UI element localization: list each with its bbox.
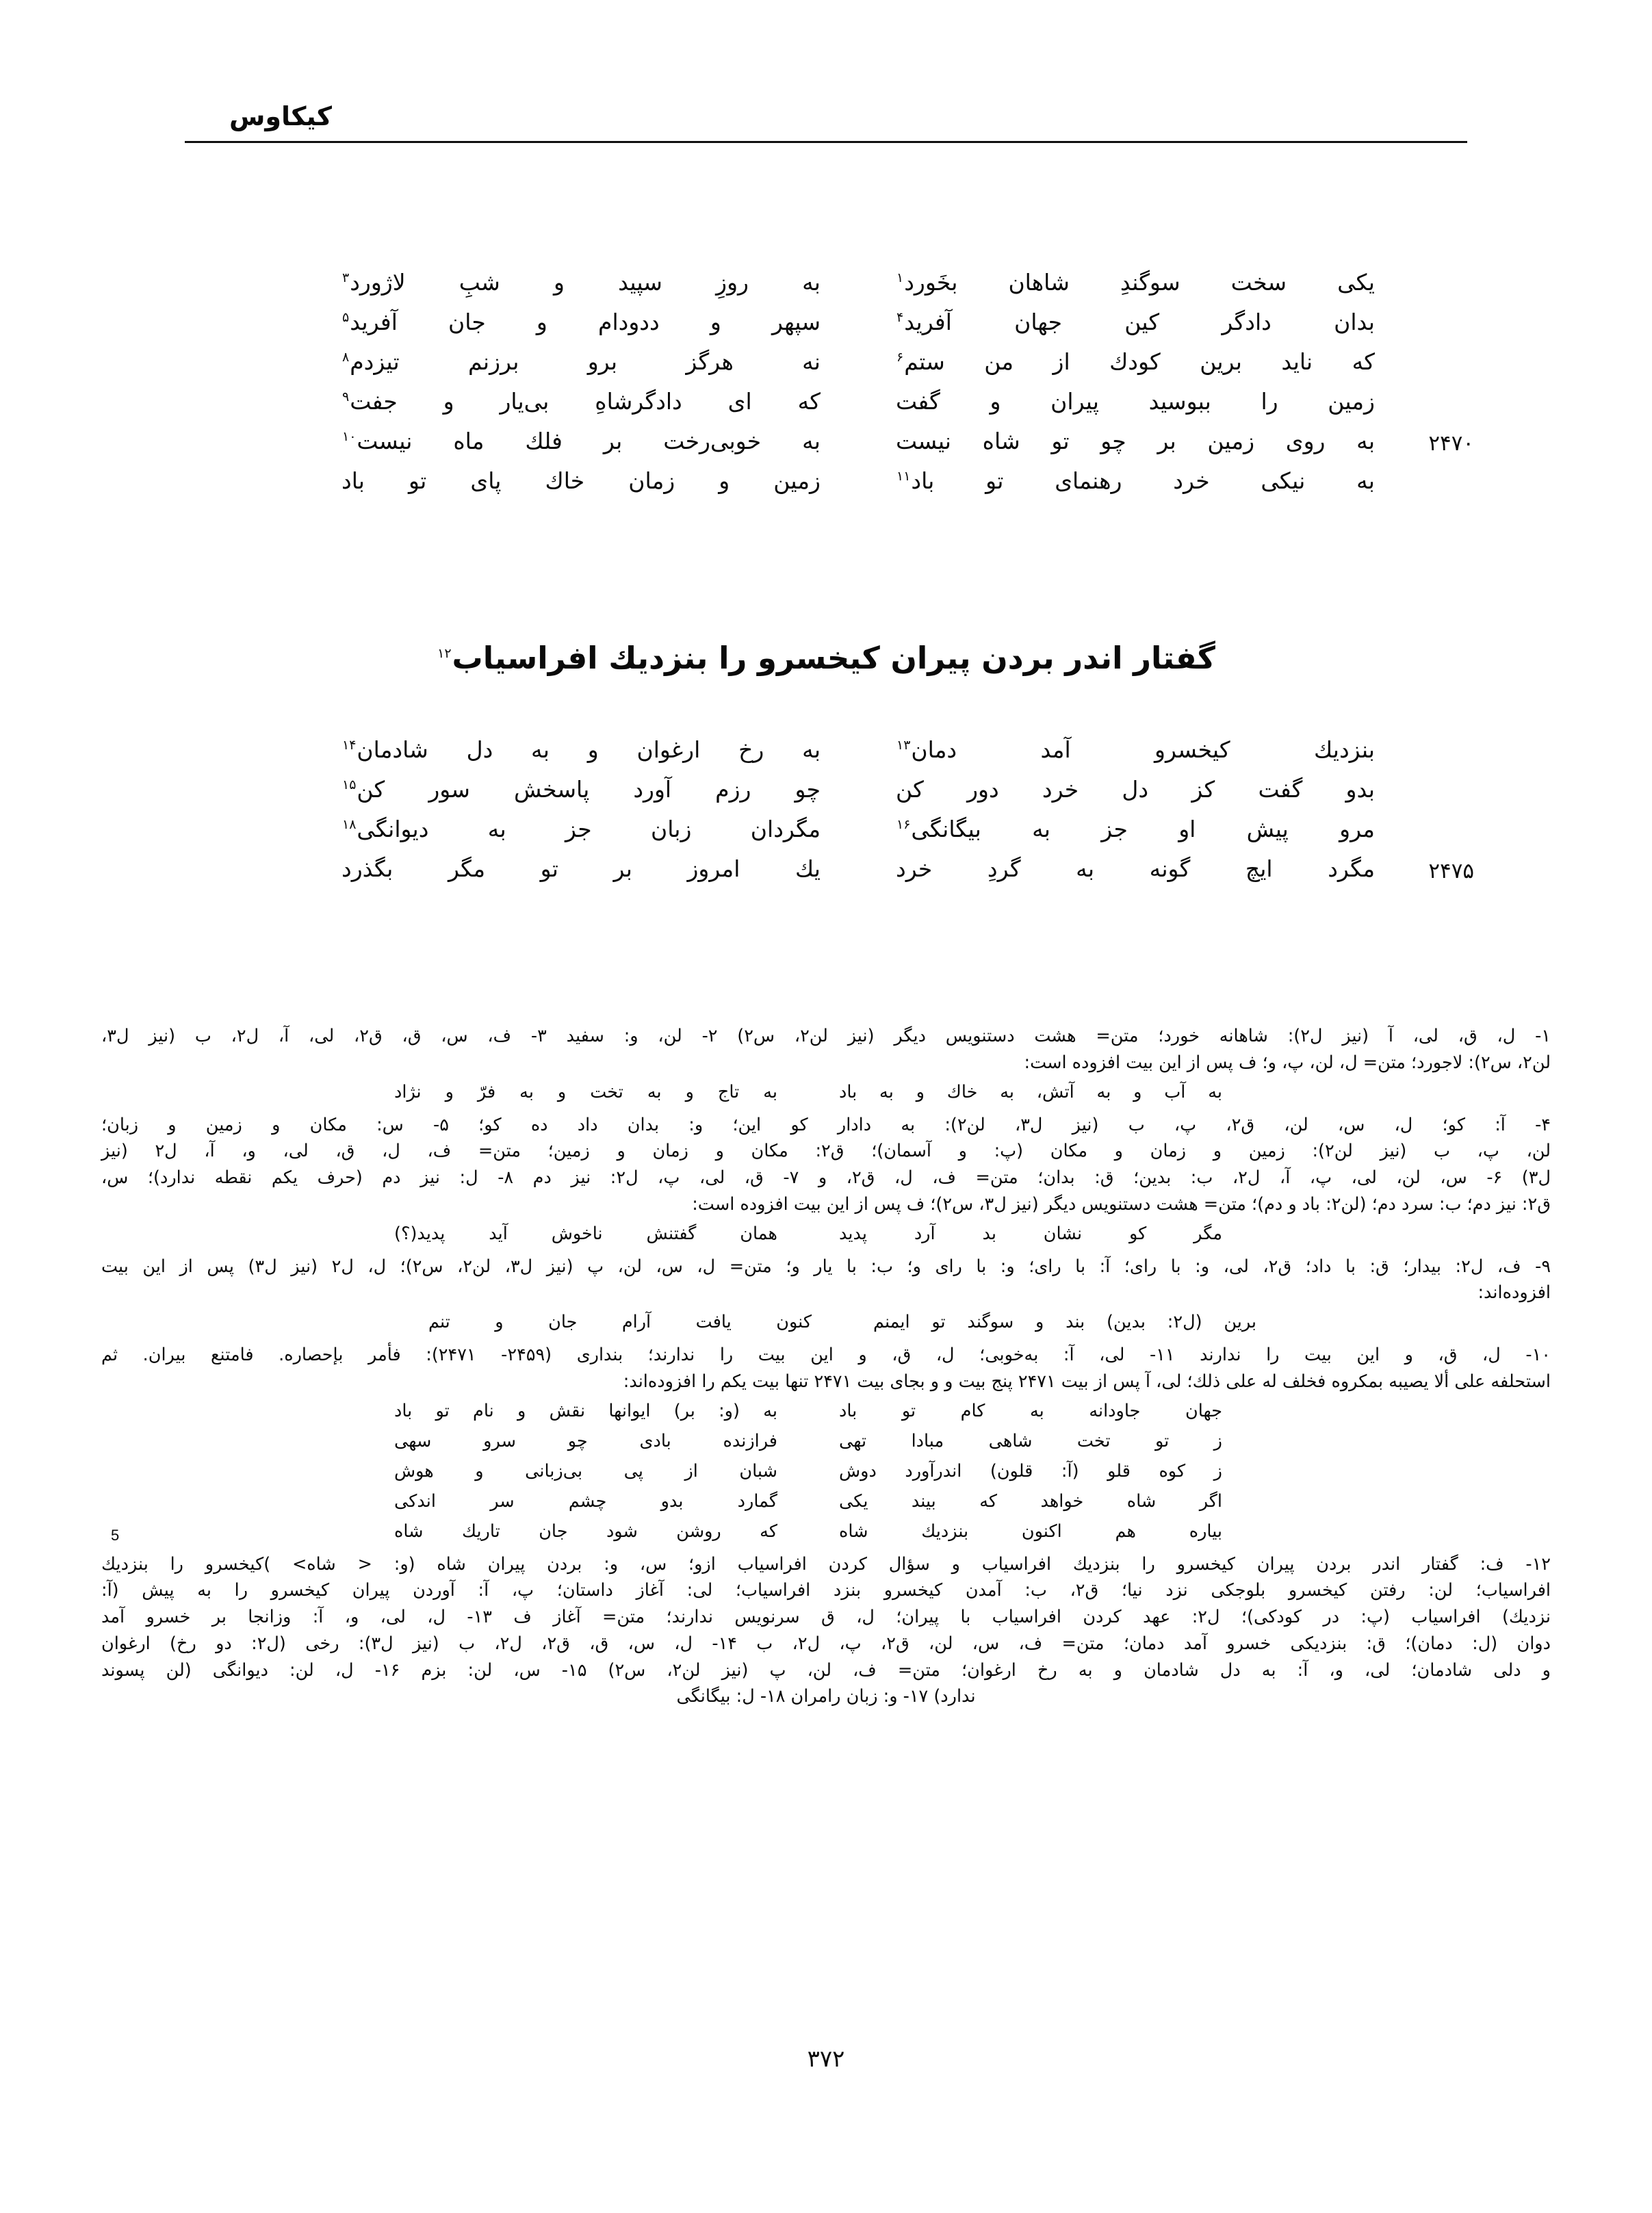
apparatus-line: افزوده‌اند:	[1477, 1282, 1551, 1304]
inserted-verse-note-8	[101, 1221, 1551, 1251]
note-ref: ۱۱	[896, 469, 911, 484]
apparatus-line-marker: 5	[111, 1527, 120, 1544]
hemistich-first	[896, 467, 1375, 495]
verse-block-first	[185, 268, 1474, 506]
note-ref: ۹	[342, 389, 350, 404]
app-hemistich-second: همان گفتنش ناخوش آید پدید(؟)	[394, 1223, 777, 1244]
bayt-number: ۲۴۷۵	[1428, 859, 1474, 883]
app-bayt-row	[101, 1309, 1551, 1339]
app-hemistich-first: اگر شاه خواهد که بیند یکی	[839, 1490, 1222, 1512]
note-ref: ۱	[896, 270, 904, 285]
hemistich-first	[896, 815, 1375, 843]
apparatus-line: لن، پ، ب (نیز لن۲): زمین و زمان و مکان (پ: و آسمان)؛ ق۲: مکان و زمان و زمین؛ متن= ف، ل، ق، لی، و، آ، ل۲ (نیز	[101, 1141, 1551, 1162]
section-heading	[185, 640, 1467, 676]
apparatus-line: نزدیك) افراسیاب (پ: در کودکی)؛ ل۲: عهد کردن افراسیاب با پیران؛ ل، ق سرنویس ندارند؛ متن= آغاز ف ۱۳- ل، لی، و، آ: وزانجا بر خسرو آمد	[101, 1607, 1551, 1627]
hemistich-first	[896, 736, 1375, 764]
apparatus-line: استحلفه علی ألا یصیبه بمکروه فخلف له علی ذلك؛ لی، آ پس از بیت ۲۴۷۱ پنج بیت و و بجای بیت ۲۴۷۱ تنها بیت یکم را افزوده‌اند:	[623, 1371, 1551, 1392]
app-hemistich-second: کنون یافت آرام جان و تنم	[428, 1312, 812, 1332]
bayt-row	[185, 855, 1474, 894]
page-number: ۳۷۲	[807, 2045, 845, 2073]
bayt-row	[185, 467, 1467, 506]
apparatus-line: ۱۲- ف: گفتار اندر بردن پیران کیخسرو را بنزدیك افراسیاب و سؤال کردن افراسیاب ازو؛ س، و: بردن پیران شاه (و: < شاه> )کیخسرو را بنزدیك	[101, 1553, 1551, 1575]
apparatus-line: ۴- آ: کو؛ ل، س، لن، ق۲، پ، ب (نیز ل۳، لن۲): به دادار کو این؛ و: بدان داد ده کو؛ ۵- س: مکان و زمین و زبان؛	[101, 1114, 1551, 1135]
app-hemistich-first: به آب و به آتش، به خاك و به باد	[839, 1081, 1222, 1102]
apparatus-line: ل۳) ۶- س، لن، لی، پ، آ، ل۲، ب: بدین؛ ق: بدان؛ متن= ف، ل، ق۲، و ۷- ق، لی، پ، ل۲: نیز دم ۸- ل: نیز دم (حرف یکم نقطه ندارد)؛ س،	[101, 1167, 1551, 1188]
bayt-row	[185, 427, 1474, 467]
hemistich-text: زمین و زمان خاك پای تو باد	[341, 467, 821, 494]
hemistich-text: مرو پیش او جز به بیگانگی	[911, 816, 1375, 842]
bayt-row	[185, 736, 1467, 775]
hemistich-first	[896, 855, 1375, 883]
note-ref: ۱۵	[342, 777, 357, 792]
hemistich-second	[341, 387, 821, 415]
app-hemistich-second: شبان از پی بی‌زبانی و هوش	[394, 1460, 777, 1481]
bayt-row	[185, 815, 1467, 855]
hemistich-second	[341, 736, 821, 764]
inserted-verse-note-3	[101, 1079, 1551, 1109]
apparatus-line: ۹- ف، ل۲: بیدار؛ ق: با داد؛ ق۲، لی، و: با رای؛ آ: با رای؛ و: با رای و؛ ب: با یار و؛ متن= ل، س، لن، پ (نیز ل۳، لن۲، س۲)؛ ل، ل۲ (نیز ل۳) پس از این بیت	[101, 1256, 1551, 1277]
note-ref: ۱۴	[342, 738, 357, 753]
app-hemistich-second: به (و: بر) ایوانها نقش و نام تو باد	[394, 1400, 777, 1421]
apparatus-line: ق۲: نیز دم؛ ب: سرد دم؛ (لن۲: باد و دم)؛ متن= هشت دستنویس دیگر (نیز ل۳، س۲)؛ ف پس از این بیت افزوده است:	[692, 1193, 1551, 1215]
apparatus-line: و دلی شادمان؛ لی، و، آ: به دل شادمان و به رخ ارغوان؛ متن= ف، لن، پ (نیز لن۲، س۲) ۱۵- س، لن: بزم ۱۶- ل، لن: دیوانگی (لن پسوند	[101, 1659, 1551, 1681]
hemistich-second	[341, 855, 821, 883]
header-rule	[185, 141, 1467, 143]
bayt-row	[185, 348, 1467, 387]
app-bayt-row	[101, 1458, 1551, 1488]
hemistich-second	[341, 775, 821, 803]
hemistich-text: به روزِ سپید و شبِ لاژورد	[350, 269, 821, 296]
hemistich-text: زمین را ببوسید پیران و گفت	[896, 388, 1375, 415]
app-bayt-row	[101, 1428, 1551, 1458]
hemistich-text: یك امروز بر تو مگر بگذرد	[341, 855, 821, 882]
inserted-verse-note-11	[101, 1398, 1551, 1549]
page-header	[185, 103, 1467, 178]
note-ref: ۶	[896, 350, 904, 365]
app-bayt-row	[101, 1079, 1551, 1109]
note-ref: ۴	[896, 310, 904, 325]
hemistich-first	[896, 775, 1375, 803]
app-hemistich-first: ز کوه قلو (آ: قلون) اندرآورد دوش	[839, 1460, 1222, 1481]
app-hemistich-second: گمارد بدو چشم سر اندکی	[394, 1490, 777, 1512]
hemistich-text: به خوبی‌رخت بر فلك ماه نیست	[357, 428, 821, 454]
hemistich-text: بدو گفت کز دل خرد دور کن	[896, 776, 1375, 803]
hemistich-text: بنزدیك کیخسرو آمد دمان	[911, 736, 1375, 763]
bayt-row	[185, 308, 1467, 348]
hemistich-second	[341, 467, 821, 495]
app-bayt-row	[101, 1398, 1551, 1428]
hemistich-first	[896, 268, 1375, 296]
hemistich-first	[896, 308, 1375, 336]
note-ref: ۱۸	[342, 817, 357, 832]
bayt-row	[185, 268, 1467, 308]
hemistich-text: یکی سخت سوگندِ شاهان بخَورد	[904, 269, 1375, 296]
section-heading-text: گفتار اندر بردن پیران کیخسرو را بنزدیك افراسیاب	[452, 640, 1215, 676]
bayt-number: ۲۴۷۰	[1428, 431, 1474, 456]
hemistich-second	[341, 348, 821, 376]
app-hemistich-second: به تاج و به تخت و به فرّ و نژاد	[394, 1081, 777, 1102]
hemistich-text: مگرد ایچ گونه به گردِ خرد	[896, 855, 1375, 882]
app-hemistich-first: جهان جاودانه به کام تو باد	[839, 1400, 1222, 1421]
hemistich-text: که ای دادگرشاهِ بی‌یار و جفت	[350, 388, 821, 415]
app-hemistich-first: بیاره هم اکنون بنزدیك شاه	[839, 1520, 1222, 1542]
bayt-row	[185, 387, 1467, 427]
hemistich-second	[341, 815, 821, 843]
hemistich-second	[341, 308, 821, 336]
hemistich-text: چو رزم آورد پاسخش سور کن	[357, 776, 821, 803]
app-bayt-row	[101, 1488, 1551, 1518]
note-ref: ۳	[342, 270, 350, 285]
note-ref: ۱۳	[896, 738, 911, 753]
hemistich-text: بدان دادگر کین جهان آفرید	[904, 309, 1375, 335]
hemistich-first	[896, 427, 1375, 455]
running-head-title: کیکاوس	[229, 101, 333, 131]
note-ref: ۵	[342, 310, 350, 325]
app-bayt-row	[101, 1221, 1551, 1251]
app-hemistich-first: مگر کو نشان بد آرد پدید	[839, 1223, 1222, 1244]
apparatus-line: افراسیاب؛ لن: رفتن کیخسرو بلوجکی نزد نیا؛ ق۲، ب: آمدن کیخسرو بنزد افراسیاب؛ لی: آغاز داستان؛ پ، آ: آوردن پیران کیخسرو را به پیش (آ:	[101, 1580, 1551, 1601]
hemistich-text: که ناید برین کودك از من ستم	[904, 348, 1375, 375]
hemistich-text: سپهر و ددودام و جان آفرید	[350, 309, 821, 335]
hemistich-second	[341, 427, 821, 455]
note-ref: ۱۶	[896, 817, 911, 832]
hemistich-text: به رخ ارغوان و به دل شادمان	[357, 736, 821, 763]
app-hemistich-second: که روشن شود جان تاریك شاه	[394, 1520, 777, 1542]
apparatus-line: ندارد) ۱۷- و: زبان رامران ۱۸- ل: بیگانگی	[676, 1686, 976, 1707]
critical-apparatus	[101, 1023, 1551, 1710]
app-bayt-row	[101, 1518, 1551, 1549]
app-hemistich-second: فرازنده بادی چو سرو سهی	[394, 1430, 777, 1451]
note-ref: ۸	[342, 350, 350, 365]
apparatus-line: دوان (ل: دمان)؛ ق: بنزدیکی خسرو آمد دمان؛ متن= ف، س، لن، ق۲، پ، ل۲، ب ۱۴- ل، س، ق، ق۲، ل۲، ب (نیز ل۳): رخی (ل۲: دو رخ) ارغوان	[101, 1633, 1551, 1654]
verse-block-second	[185, 736, 1474, 894]
hemistich-first	[896, 348, 1375, 376]
note-ref: ۱۲	[437, 646, 452, 661]
app-hemistich-first: برین (ل۲: بدین) بند و سوگند تو ایمنم	[873, 1312, 1256, 1332]
hemistich-text: به نیکی خرد رهنمای تو باد	[911, 467, 1375, 494]
bayt-row	[185, 775, 1467, 815]
app-hemistich-first: ز تو تخت شاهی مبادا تهی	[839, 1430, 1222, 1451]
note-ref: ۱۰	[342, 429, 357, 444]
hemistich-text: نه هرگز برو برزنم تیزدم	[350, 348, 821, 375]
hemistich-first	[896, 387, 1375, 415]
apparatus-line: ۱- ل، ق، لی، آ (نیز ل۲): شاهانه خورد؛ متن= هشت دستنویس دیگر (نیز لن۲، س۲) ۲- لن، و: سفید ۳- ف، س، ق، ق۲، لی، آ، ل۲، ب (نیز ل۳،	[101, 1026, 1551, 1046]
hemistich-text: مگردان زبان جز به دیوانگی	[357, 816, 821, 842]
hemistich-second	[341, 268, 821, 296]
inserted-verse-note-9	[101, 1309, 1551, 1339]
apparatus-line: لن۲، س۲): لاجورد؛ متن= ل، لن، پ، و؛ ف پس از این بیت افزوده است:	[1024, 1052, 1551, 1073]
hemistich-text: به روی زمین بر چو تو شاه نیست	[896, 428, 1375, 454]
apparatus-line: ۱۰- ل، ق، و این بیت را ندارند ۱۱- لی، آ: به‌خوبی؛ ل، ق، و این بیت را ندارند؛ بنداری (۲۴۵۹- ۲۴۷۱): فأمر بإحصاره. فامتنع بیران. ثم	[101, 1345, 1551, 1365]
